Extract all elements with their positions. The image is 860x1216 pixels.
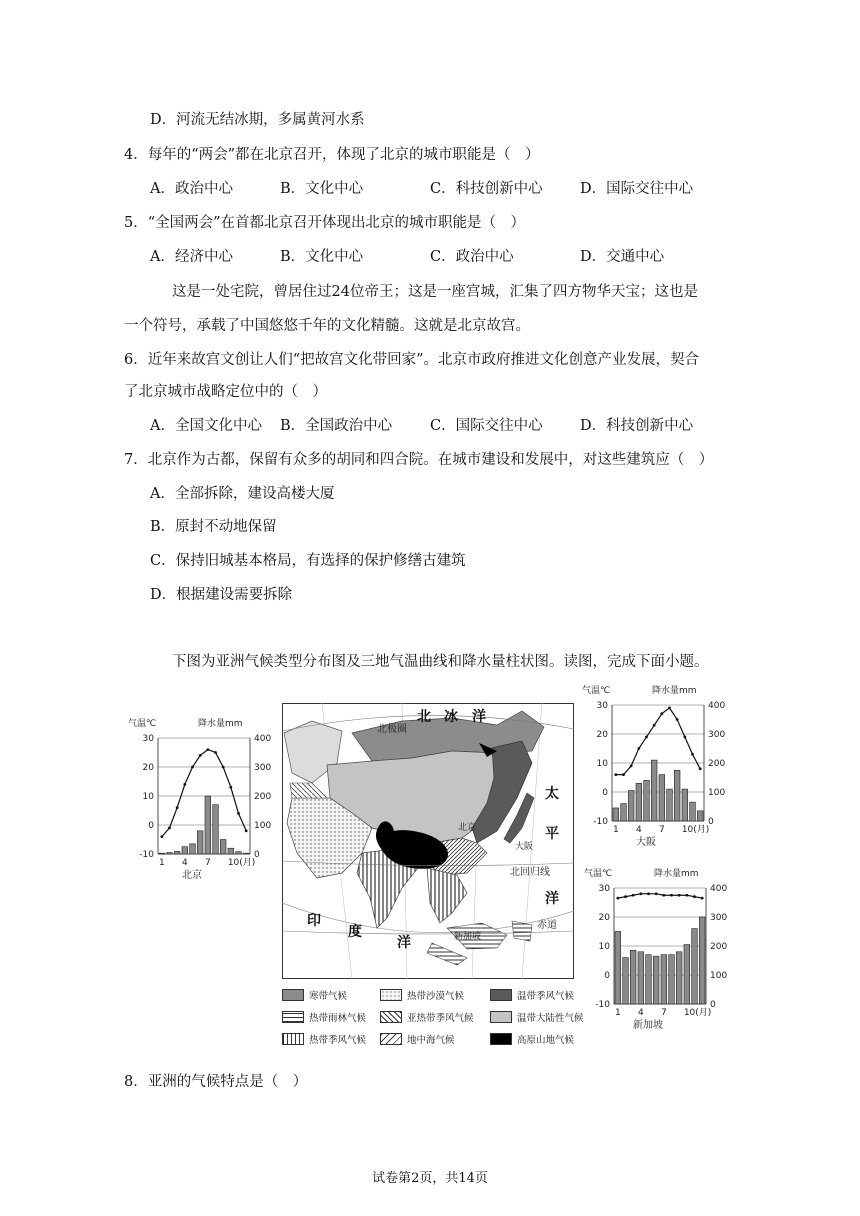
precip-bar	[692, 929, 698, 1004]
precip-bar	[205, 796, 211, 854]
temp-point	[183, 783, 186, 786]
osaka-map-label: 大阪	[515, 842, 534, 852]
precip-tick-label: 300	[708, 730, 726, 740]
temp-point	[647, 892, 650, 895]
x-tick-label: 4	[635, 825, 642, 835]
precip-axis-label: 降水量mm	[654, 869, 699, 879]
temp-point	[653, 724, 656, 727]
arctic-ocean-label-2: 冰	[444, 709, 458, 725]
q4-option-d: D．国际交往中心	[580, 181, 694, 197]
precip-axis-label: 降水量mm	[198, 719, 243, 729]
indian-ocean-label-3: 洋	[397, 935, 411, 951]
x-tick-label: 1	[614, 1008, 621, 1018]
precip-bar	[613, 808, 619, 821]
precip-bar	[659, 775, 665, 821]
legend-swatch	[380, 1033, 402, 1045]
legend-swatch	[490, 989, 512, 1001]
temp-point	[655, 892, 658, 895]
precip-tick-label: 100	[710, 971, 728, 981]
temp-tick-label: 10	[598, 942, 610, 952]
beijing-climate-chart	[128, 716, 274, 892]
temp-tick-label: 20	[598, 913, 610, 923]
temp-point	[206, 748, 209, 751]
temp-tick-label: -10	[593, 817, 608, 827]
q7-option-a: A．全部拆除，建设高楼大厦	[150, 486, 335, 502]
precip-tick-label: 100	[708, 788, 726, 798]
x-tick-label: 7	[658, 825, 665, 835]
temp-line	[162, 750, 246, 837]
precip-bar	[236, 852, 242, 854]
temp-point	[691, 753, 694, 756]
temp-axis-label: 气温℃	[128, 719, 157, 729]
legend-item	[490, 988, 574, 1002]
precip-bar	[636, 783, 642, 821]
legend-item	[490, 1032, 574, 1046]
precip-tick-label: 300	[254, 763, 272, 773]
temp-point	[245, 829, 248, 832]
legend-swatch	[282, 1011, 304, 1023]
temp-axis-label: 气温℃	[582, 686, 611, 696]
temp-point	[616, 897, 619, 900]
temp-point	[683, 736, 686, 739]
x-tick-label: 10(月)	[681, 825, 710, 835]
page-footer: 试卷第2页，共14页	[372, 1171, 488, 1186]
q4-option-c: C．科技创新中心	[430, 181, 543, 197]
precip-tick-label: 400	[254, 734, 272, 744]
temp-point	[639, 892, 642, 895]
legend-swatch	[282, 989, 304, 1001]
x-tick-label: 10(月)	[227, 858, 256, 868]
legend-item	[380, 988, 464, 1002]
q6-option-b: B．全国政治中心	[280, 418, 393, 434]
q6-option-c: C．国际交往中心	[430, 418, 543, 434]
question-6-line-2: 了北京城市战略定位中的（ ）	[124, 384, 327, 400]
legend-item	[282, 1010, 366, 1024]
legend-item	[490, 1010, 584, 1024]
station-name: 北京	[182, 870, 202, 881]
temp-point	[622, 773, 625, 776]
precip-bar	[644, 780, 650, 821]
q4-option-b: B．文化中心	[280, 181, 364, 197]
precip-bar	[159, 853, 165, 854]
temp-point	[168, 827, 171, 830]
precip-bar	[621, 804, 627, 821]
singapore-map-label: 新加坡	[454, 932, 482, 942]
temp-point	[176, 806, 179, 809]
precip-bar	[628, 791, 634, 821]
temp-tick-label: 30	[598, 884, 610, 894]
pacific-ocean-label-2: 平	[545, 826, 559, 842]
legend-item	[380, 1010, 474, 1024]
precip-tick-label: 200	[708, 759, 726, 769]
precip-bar	[653, 956, 659, 1004]
x-tick-label: 7	[660, 1008, 667, 1018]
precip-bar	[674, 770, 680, 821]
passage-line-1: 这是一处宅院，曾居住过24位帝王；这是一座宫城，汇集了四方物华天宝；这也是	[172, 284, 698, 300]
precip-bar	[623, 958, 629, 1004]
legend-swatch	[380, 989, 402, 1001]
station-name: 新加坡	[633, 1020, 663, 1031]
temp-point	[630, 765, 633, 768]
temp-point	[229, 786, 232, 789]
precip-tick-label: 0	[254, 850, 260, 860]
temp-point	[214, 751, 217, 754]
legend-swatch	[380, 1011, 402, 1023]
temp-tick-label: 20	[142, 763, 154, 773]
pacific-ocean-label-1: 太	[545, 786, 559, 802]
temp-point	[662, 894, 665, 897]
precip-bar	[661, 955, 667, 1004]
temp-point	[191, 766, 194, 769]
q7-option-c: C．保持旧城基本格局，有选择的保护修缮古建筑	[150, 553, 466, 569]
temp-axis-label: 气温℃	[584, 869, 613, 879]
legend-swatch	[282, 1033, 304, 1045]
question-8: 8．亚洲的气候特点是（ ）	[124, 1074, 308, 1090]
q5-option-c: C．政治中心	[430, 249, 514, 265]
arctic-ocean-label-3: 洋	[472, 709, 486, 725]
precip-tick-label: 200	[254, 792, 272, 802]
precip-bar	[630, 950, 636, 1004]
precip-bar	[167, 853, 173, 854]
precip-bar	[667, 789, 673, 821]
precip-bar	[174, 851, 180, 854]
temp-tick-label: 10	[142, 792, 154, 802]
q6-option-d: D．科技创新中心	[580, 418, 694, 434]
q7-option-d: D．根据建设需要拆除	[150, 587, 293, 603]
x-tick-label: 1	[158, 858, 165, 868]
precip-bar	[190, 844, 196, 854]
precip-tick-label: 0	[710, 1000, 716, 1010]
precip-bar	[197, 831, 203, 854]
asia-climate-map	[282, 703, 574, 979]
equator-label: 赤道	[537, 920, 557, 931]
temp-line	[616, 708, 700, 775]
tropic-label: 北回归线	[510, 867, 550, 878]
arctic-ocean-label-1: 北	[417, 709, 431, 725]
legend-swatch	[490, 1011, 512, 1023]
legend-item	[380, 1032, 455, 1046]
question-6-line-1: 6．近年来故宫文创让人们“把故宫文化带回家”。北京市政府推进文化创意产业发展，契合	[124, 352, 700, 368]
q5-option-d: D．交通中心	[580, 249, 665, 265]
precip-bar	[243, 853, 249, 854]
precip-tick-label: 400	[708, 701, 726, 711]
temp-tick-label: 30	[142, 734, 154, 744]
indian-ocean-label-1: 印	[307, 913, 321, 929]
temp-point	[637, 747, 640, 750]
station-name: 大阪	[636, 837, 656, 848]
precip-tick-label: 300	[710, 913, 728, 923]
beijing-map-label: 北京	[458, 823, 477, 833]
x-tick-label: 4	[637, 1008, 644, 1018]
x-tick-label: 7	[204, 858, 211, 868]
precip-bar	[684, 945, 690, 1004]
q5-option-a: A．经济中心	[150, 249, 233, 265]
legend-label: 地中海气候	[407, 1035, 455, 1046]
question-5: 5．“全国两会”在首都北京召开体现出北京的城市职能是（ ）	[124, 215, 526, 231]
x-tick-label: 4	[181, 858, 188, 868]
precip-bar	[638, 952, 644, 1004]
temp-tick-label: -10	[595, 1000, 610, 1010]
legend-label: 亚热带季风气候	[407, 1013, 474, 1024]
q4-option-a: A．政治中心	[150, 181, 233, 197]
figure-intro: 下图为亚洲气候类型分布图及三地气温曲线和降水量柱状图。读图，完成下面小题。	[172, 654, 709, 670]
temp-point	[660, 712, 663, 715]
temp-point	[693, 895, 696, 898]
question-4: 4．每年的“两会”都在北京召开，体现了北京的城市职能是（ ）	[124, 147, 540, 163]
temp-point	[632, 894, 635, 897]
q6-option-a: A．全国文化中心	[150, 418, 262, 434]
legend-label: 高原山地气候	[517, 1035, 575, 1046]
precip-tick-label: 200	[710, 942, 728, 952]
legend-label: 热带雨林气候	[309, 1013, 367, 1024]
temp-point	[678, 894, 681, 897]
precip-bar	[669, 955, 675, 1004]
precip-bar	[228, 848, 234, 854]
legend-item	[282, 1032, 366, 1046]
temp-point	[699, 767, 702, 770]
precip-bar	[697, 811, 703, 821]
legend-label: 寒带气候	[309, 991, 348, 1002]
temp-point	[199, 754, 202, 757]
temp-point	[237, 812, 240, 815]
precip-bar	[682, 789, 688, 821]
precip-tick-label: 100	[254, 821, 272, 831]
pacific-ocean-label-3: 洋	[545, 891, 559, 907]
temp-tick-label: 0	[602, 788, 608, 798]
temp-tick-label: 30	[596, 701, 608, 711]
osaka-climate-chart	[582, 683, 728, 859]
temp-point	[668, 707, 671, 710]
precip-bar	[651, 760, 657, 821]
temp-tick-label: -10	[139, 850, 154, 860]
precip-axis-label: 降水量mm	[652, 686, 697, 696]
temp-point	[676, 718, 679, 721]
legend-swatch	[490, 1033, 512, 1045]
precip-bar	[615, 932, 621, 1005]
question-7: 7．北京作为古都，保留有众多的胡同和四合院。在城市建设和发展中，对这些建筑应（ ）	[124, 452, 714, 468]
temp-tick-label: 10	[596, 759, 608, 769]
temp-point	[160, 835, 163, 838]
legend-label: 温带季风气候	[517, 991, 575, 1002]
indian-ocean-label-2: 度	[348, 924, 362, 940]
x-tick-label: 10(月)	[683, 1008, 712, 1018]
temp-point	[614, 773, 617, 776]
q3-option-d: D．河流无结冰期，多属黄河水系	[150, 112, 365, 128]
legend-label: 温带大陆性气候	[517, 1013, 584, 1024]
singapore-climate-chart	[584, 866, 730, 1042]
precip-bar	[213, 805, 219, 854]
legend-item	[282, 988, 347, 1002]
precip-tick-label: 0	[708, 817, 714, 827]
legend-label: 热带沙漠气候	[407, 991, 465, 1002]
temp-point	[670, 894, 673, 897]
q5-option-b: B．文化中心	[280, 249, 364, 265]
x-tick-label: 1	[612, 825, 619, 835]
precip-bar	[699, 917, 705, 1004]
temp-tick-label: 20	[596, 730, 608, 740]
precip-tick-label: 400	[710, 884, 728, 894]
precip-bar	[690, 802, 696, 821]
temp-point	[645, 736, 648, 739]
temp-tick-label: 0	[148, 821, 154, 831]
temp-point	[685, 894, 688, 897]
precip-bar	[182, 847, 188, 854]
precip-bar	[220, 840, 226, 855]
q7-option-b: B．原封不动地保留	[150, 519, 277, 535]
temp-line	[618, 894, 702, 898]
precip-bar	[646, 955, 652, 1004]
arctic-circle-label: 北极圈	[377, 724, 407, 735]
temp-tick-label: 0	[604, 971, 610, 981]
passage-line-2: 一个符号，承载了中国悠悠千年的文化精髓。这就是北京故宫。	[124, 318, 530, 334]
temp-point	[222, 766, 225, 769]
temp-point	[624, 895, 627, 898]
legend-label: 热带季风气候	[309, 1035, 367, 1046]
temp-point	[701, 897, 704, 900]
precip-bar	[676, 952, 682, 1004]
